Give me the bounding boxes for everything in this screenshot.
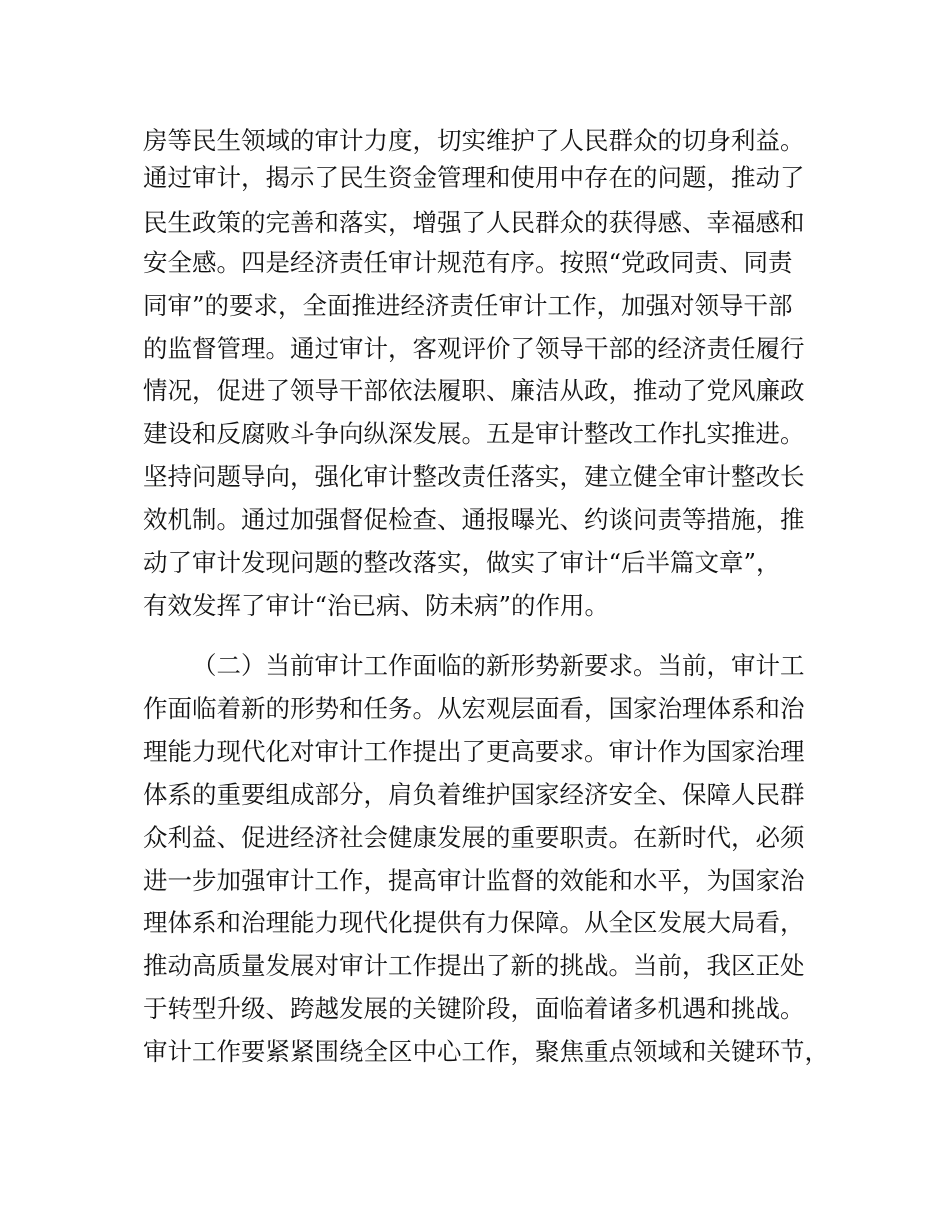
paragraph-2-line-5: 众利益、促进经济社会健康发展的重要职责。在新时代，必须 xyxy=(143,823,805,852)
paragraph-1-line-12: 有效发挥了审计“治已病、防未病”的作用。 xyxy=(143,591,610,620)
paragraph-1-line-9: 坚持问题导向，强化审计整改责任落实，建立健全审计整改长 xyxy=(143,462,805,491)
paragraph-2-line-7: 理体系和治理能力现代化提供有力保障。从全区发展大局看， xyxy=(143,908,805,937)
paragraph-2-line-6: 进一步加强审计工作，提高审计监督的效能和水平，为国家治 xyxy=(143,866,805,895)
paragraph-1-line-2: 通过审计，揭示了民生资金管理和使用中存在的问题，推动了 xyxy=(143,163,805,192)
paragraph-2-line-4: 体系的重要组成部分，肩负着维护国家经济安全、保障人民群 xyxy=(143,780,805,809)
paragraph-1-line-8: 建设和反腐败斗争向纵深发展。五是审计整改工作扎实推进。 xyxy=(143,419,805,448)
paragraph-1-line-11: 动了审计发现问题的整改落实，做实了审计“后半篇文章”， xyxy=(143,548,781,577)
paragraph-1-line-3: 民生政策的完善和落实，增强了人民群众的获得感、幸福感和 xyxy=(143,208,805,237)
paragraph-2-line-9: 于转型升级、跨越发展的关键阶段，面临着诸多机遇和挑战。 xyxy=(143,994,805,1023)
paragraph-1-line-7: 情况，促进了领导干部依法履职、廉洁从政，推动了党风廉政 xyxy=(143,376,805,405)
paragraph-2-line-2: 作面临着新的形势和任务。从宏观层面看，国家治理体系和治 xyxy=(143,694,805,723)
paragraph-2-line-1: （二）当前审计工作面临的新形势新要求。当前，审计工 xyxy=(192,651,805,680)
paragraph-2-line-10: 审计工作要紧紧围绕全区中心工作，聚焦重点领域和关键环节， xyxy=(143,1037,829,1066)
paragraph-2-line-3: 理能力现代化对审计工作提出了更高要求。审计作为国家治理 xyxy=(143,737,805,766)
paragraph-1-line-10: 效机制。通过加强督促检查、通报曝光、约谈问责等措施，推 xyxy=(143,505,805,534)
paragraph-1-line-6: 的监督管理。通过审计，客观评价了领导干部的经济责任履行 xyxy=(143,334,805,363)
paragraph-1-line-4: 安全感。四是经济责任审计规范有序。按照“党政同责、同责 xyxy=(143,248,793,277)
paragraph-2-line-8: 推动高质量发展对审计工作提出了新的挑战。当前，我区正处 xyxy=(143,951,805,980)
paragraph-1-line-5: 同审”的要求，全面推进经济责任审计工作，加强对领导干部 xyxy=(143,291,793,320)
paragraph-1-line-1: 房等民生领域的审计力度，切实维护了人民群众的切身利益。 xyxy=(143,126,805,155)
